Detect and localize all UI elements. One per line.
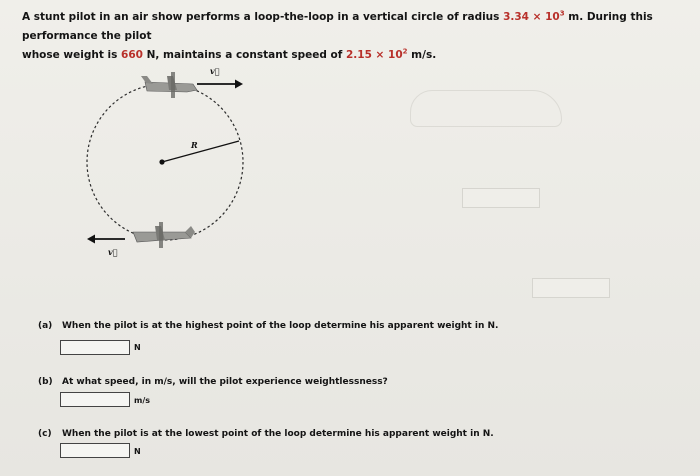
question-b — [38, 377, 388, 387]
question-c-letter: (c) — [38, 429, 52, 439]
speed-value: 2.15 × 10 — [346, 49, 403, 61]
loop-diagram — [75, 62, 255, 262]
problem-statement — [22, 8, 682, 65]
bottom-velocity-arrow — [87, 235, 125, 244]
ghost-car-shape — [410, 90, 562, 127]
radius-label: R — [191, 140, 198, 150]
top-velocity-arrow — [197, 80, 243, 89]
question-a-letter: (a) — [38, 321, 53, 331]
radius-value: 3.34 × 10 — [503, 11, 560, 23]
top-velocity-label: v⃗ — [210, 66, 220, 76]
question-b-letter: (b) — [38, 377, 53, 387]
problem-line-1: A stunt pilot in an air show performs a loop-the-loop in a vertical circle of radius $3.34 \times 10^3$ m. During this performance the pilot — [22, 9, 653, 42]
weight-value: 660 — [121, 49, 143, 61]
answer-a-unit: N — [134, 343, 141, 352]
answer-b-input[interactable] — [60, 392, 130, 407]
ghost-box-1 — [462, 188, 540, 208]
top-plane-icon — [141, 72, 197, 98]
speed-exponent: 2 — [402, 47, 408, 56]
loop-circle — [87, 84, 243, 240]
question-b-text: At what speed, in m/s, will the pilot experience weightlessness? — [62, 377, 388, 387]
problem-line-2: whose weight is 660 N, maintains a constant speed of $2.15 \times 10^2$ m/s. — [22, 47, 437, 61]
bottom-velocity-label: v⃗ — [108, 247, 118, 257]
question-a-text: When the pilot is at the highest point of the loop determine his apparent weight in N. — [62, 321, 499, 331]
answer-c-input[interactable] — [60, 443, 130, 458]
question-a — [38, 321, 498, 331]
radius-exponent: 3 — [559, 9, 565, 18]
question-c — [38, 429, 494, 439]
answer-a-input[interactable] — [60, 340, 130, 355]
radius-line — [162, 141, 239, 162]
answer-c-unit: N — [134, 447, 141, 456]
question-c-text: When the pilot is at the lowest point of the loop determine his apparent weight in N. — [62, 429, 494, 439]
bottom-plane-icon — [133, 222, 195, 248]
answer-b-unit: m/s — [134, 396, 151, 405]
ghost-box-2 — [532, 278, 610, 298]
